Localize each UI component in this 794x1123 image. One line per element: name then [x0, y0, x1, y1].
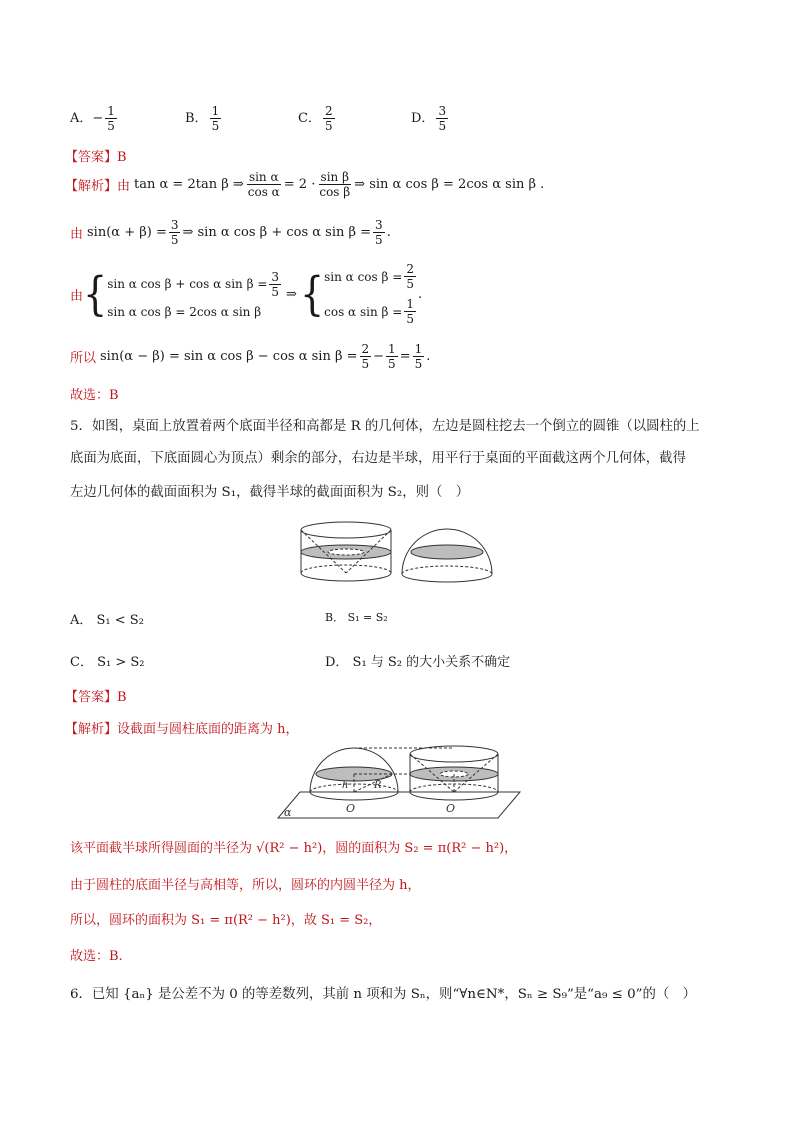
- q4-analysis-line4: 所以 sin(α − β) = sin α cos β − cos α sin β = $\frac{2}{5}$ − $\frac{1}{5}$ = $\frac{1}{5}$ .: [70, 342, 431, 371]
- q5-solution-line2: 由于圆柱的底面半径与高相等，所以，圆环的内圆半径为 h，: [70, 878, 421, 893]
- label-o-left: O: [346, 802, 356, 815]
- system-2: sin α cos β = $\frac{2}{5}$ cos α sin β = $\frac{1}{5}$: [324, 262, 414, 326]
- left-brace-2: {: [299, 267, 325, 321]
- label-alpha: α: [284, 806, 292, 819]
- label-o-right: O: [446, 802, 456, 815]
- q4-option-a[interactable]: A．− $\frac{1}{5}$: [70, 104, 115, 133]
- cylinder-with-cone: [301, 522, 391, 581]
- q4-analysis-line2: 由 sin(α + β) = $\frac{3}{5}$ ⇒ sin α cos β + cos α sin β = $\frac{3}{5}$ .: [70, 218, 391, 247]
- fraction-3-5: $\frac{3}{5}$: [170, 218, 179, 247]
- q4-option-b[interactable]: B． $\frac{1}{5}$: [185, 104, 220, 133]
- q5-option-a[interactable]: A． S₁ < S₂: [70, 613, 144, 628]
- q5-option-d[interactable]: D． S₁ 与 S₂ 的大小关系不确定: [325, 655, 511, 670]
- q5-figure-solids: [296, 518, 496, 588]
- fraction-sin-beta-cos-beta: $\frac{\text{sin β}}{\text{cos β}}$: [319, 170, 351, 199]
- q4-option-c[interactable]: C． $\frac{2}{5}$: [298, 104, 333, 133]
- q4-analysis-line1: 【解析】 由 tan α = 2tan β ⇒ $\frac{\text{sin α}}{\text{cos α}}$ = 2 · $\frac{\text{sin β}}{\text{cos β}}$ ⇒ sin α cos β = 2cos α sin β .: [65, 170, 545, 199]
- q5-solution-line1: 该平面截半球所得圆面的半径为 √(R² − h²)，圆的面积为 S₂ = π(R² − h²)，: [70, 841, 518, 856]
- q5-analysis: 【解析】设截面与圆柱底面的距离为 h，: [65, 722, 299, 737]
- q5-conclusion: 故选：B.: [70, 949, 123, 964]
- label-h: h: [342, 780, 349, 791]
- q5-stem-line3: 左边几何体的截面面积为 S₁，截得半球的截面面积为 S₂，则（ ）: [70, 485, 470, 500]
- q5-option-c[interactable]: C． S₁ > S₂: [70, 655, 145, 670]
- q5-solution-line3: 所以，圆环的面积为 S₁ = π(R² − h²)，故 S₁ = S₂，: [70, 913, 382, 928]
- left-brace-1: {: [83, 267, 108, 321]
- q4-conclusion: 故选：B: [70, 388, 119, 403]
- q5-answer: 【答案】B: [65, 690, 127, 705]
- q4-option-a-fraction: $\frac{1}{5}$: [107, 104, 115, 133]
- fraction-3-5-b: $\frac{3}{5}$: [375, 218, 383, 247]
- fraction-sin-alpha-cos-alpha: $\frac{\text{sin α}}{\text{cos α}}$: [247, 170, 280, 199]
- q4-option-c-fraction: $\frac{2}{5}$: [324, 104, 333, 133]
- q4-option-d-fraction: $\frac{3}{5}$: [438, 104, 447, 133]
- q6-stem: 6．已知 {aₙ} 是公差不为 0 的等差数列，其前 n 项和为 Sₙ，则“∀n∈N*，Sₙ ≥ S₉”是“a₉ ≤ 0”的（ ）: [70, 987, 697, 1002]
- q4-answer: 【答案】B: [65, 150, 127, 165]
- q5-option-b[interactable]: B． S₁ = S₂: [325, 611, 388, 624]
- q5-stem-line2: 底面为底面，下底面圆心为顶点）剩余的部分，右边是半球，用平行于桌面的平面截这两个几何体，截得: [70, 451, 686, 466]
- q4-analysis-line3: 由 { sin α cos β + cos α sin β = $\frac{3}{5}$ sin α cos β = 2cos α sin β ⇒ { sin α cos β = $\frac{2}{5}$ cos α sin β = $\frac{1}{5}$ .: [70, 262, 423, 326]
- hemisphere: [402, 529, 492, 582]
- q4-option-d[interactable]: D． $\frac{3}{5}$: [411, 104, 447, 133]
- q4-analysis-tag: 【解析】: [65, 179, 118, 194]
- label-r: R: [374, 780, 382, 791]
- q4-option-b-fraction: $\frac{1}{5}$: [211, 104, 220, 133]
- system-1: sin α cos β + cos α sin β = $\frac{3}{5}$ sin α cos β = 2cos α sin β: [107, 269, 280, 319]
- q5-stem-line1: 5．如图，桌面上放置着两个底面半径和高都是 R 的几何体，左边是圆柱挖去一个倒立的圆锥（以圆柱的上: [70, 419, 700, 434]
- q5-figure-solution: [274, 742, 524, 822]
